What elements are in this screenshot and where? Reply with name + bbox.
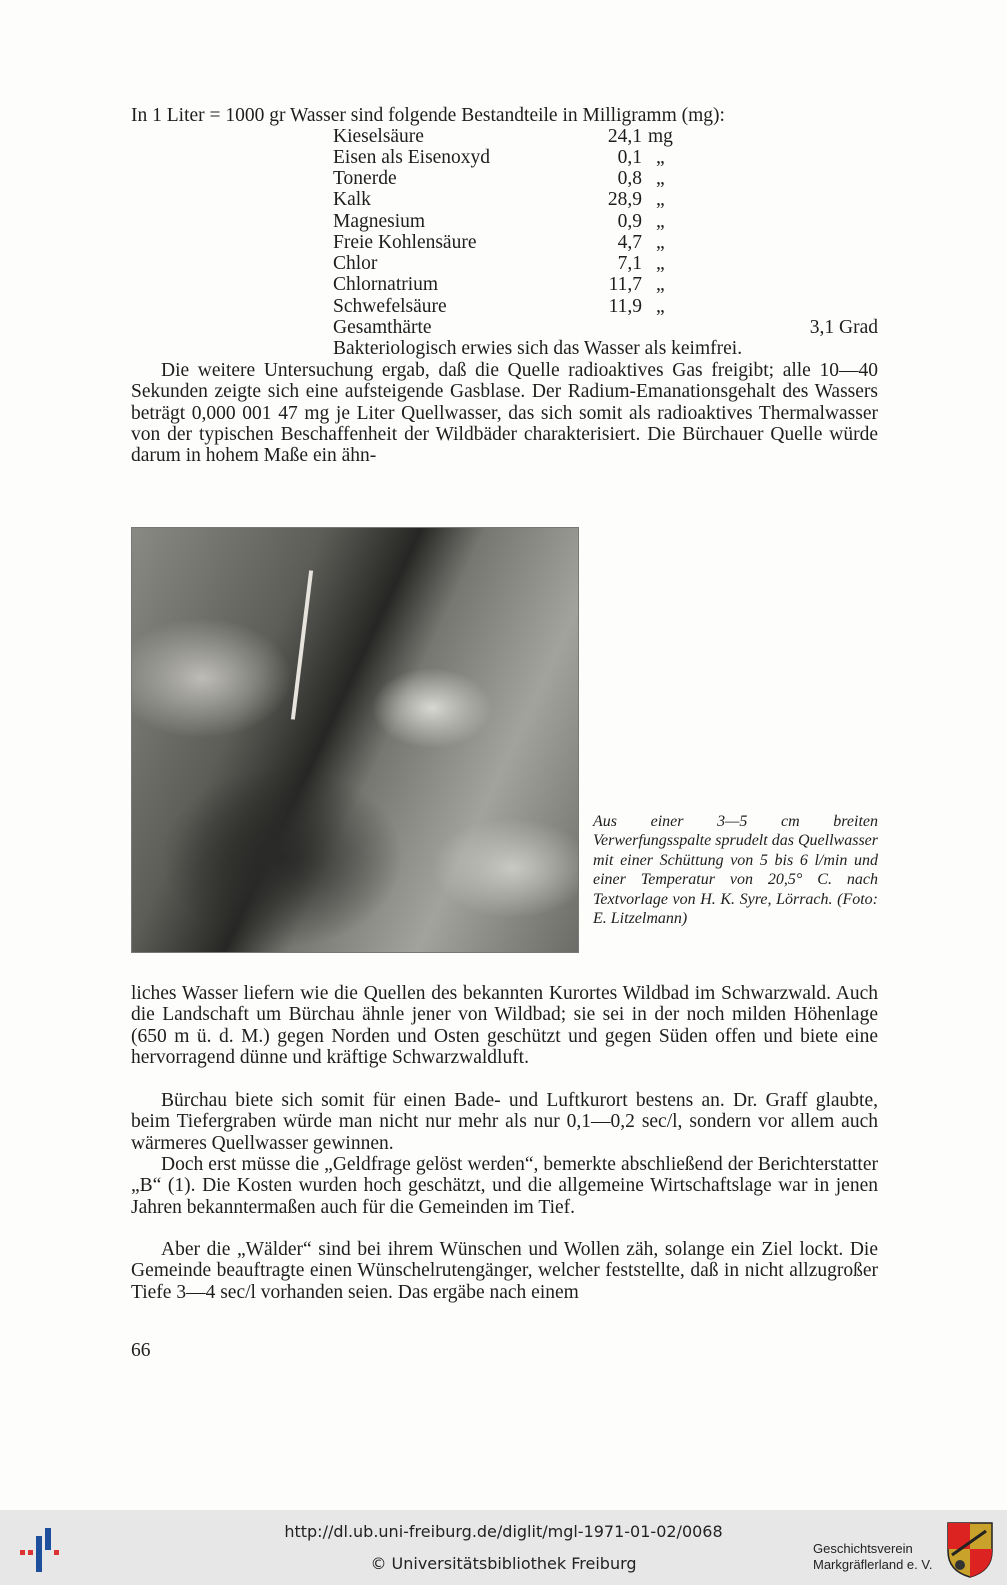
component-name: Magnesium — [333, 211, 426, 232]
component-value: 11,9 — [608, 296, 642, 317]
paragraph-text: Bürchau biete sich somit für einen Bade- und Luftkurort bestens an. Dr. Graff glaubte, beim Tiefergraben würde man nicht nur mehr als nur 0,1—0,2 sec/l, sondern vor allem auch wärmeres Quellwasser gewinnen. — [131, 1090, 878, 1154]
component-name: Schwefelsäure — [333, 296, 447, 317]
component-name: Chlornatrium — [333, 274, 439, 295]
component-unit: „ — [656, 296, 665, 317]
component-name: Kalk — [333, 189, 371, 210]
component-unit: „ — [656, 211, 665, 232]
hardness-value: 3,1 Grad — [809, 317, 878, 338]
component-value: 0,8 — [617, 168, 642, 189]
component-unit: „ — [656, 232, 665, 253]
component-value: 28,9 — [607, 189, 642, 210]
copyright-text: © Universitätsbibliothek Freiburg — [370, 1554, 637, 1573]
paragraph-text: liches Wasser liefern wie die Quellen des bekannten Kurortes Wildbad im Schwarzwald. Auch die Landschaft um Bürchau ähnle jener von Wildbad; sie sei in der noch milden Höhenlage (650 m ü. d. M.) gegen Norden und Osten geschützt und gegen Süden offen und biete eine hervorragend dünne und kräftige Schwarzwaldluft. — [131, 983, 878, 1068]
footer-bar — [0, 1510, 1007, 1585]
intro-line: In 1 Liter = 1000 gr Wasser sind folgende Bestandteile in Milligramm (mg): — [131, 105, 725, 126]
component-unit: „ — [656, 274, 665, 295]
component-name: Freie Kohlensäure — [333, 232, 477, 253]
component-name: Eisen als Eisenoxyd — [333, 147, 491, 168]
component-value: 0,1 — [617, 147, 642, 168]
component-unit: „ — [656, 253, 665, 274]
component-value: 11,7 — [608, 274, 642, 295]
component-unit: „ — [656, 189, 665, 210]
paragraph-text: Die weitere Untersuchung ergab, daß die Quelle radioaktives Gas freigibt; alle 10—40 Sekunden zeigte sich eine aufsteigende Gasblase. Der Radium-Emanationsgehalt des Wassers beträgt 0,000 001 47 mg je Liter Quellwasser, das sich somit als radioaktives Thermalwasser von der typischen Beschaffenheit der Wildbäder charakterisiert. Die Bürchauer Quelle würde darum in hohem Maße ein ähn- — [131, 360, 878, 467]
paragraph-landscape — [131, 983, 878, 1068]
component-unit: „ — [656, 147, 665, 168]
component-unit: „ — [656, 168, 665, 189]
component-value: 4,7 — [617, 232, 642, 253]
component-value: 24,1 — [607, 126, 642, 147]
component-value: 0,9 — [617, 211, 642, 232]
association-line: Geschichtsverein — [813, 1541, 913, 1556]
paragraph-radioactivity — [131, 360, 878, 466]
paragraph-text: Doch erst müsse die „Geldfrage gelöst werden“, bemerkte abschließend der Berichterstatter „B“ (1). Die Kosten wurden hoch geschätzt, und die allgemeine Wirtschaftslage war in jenen Jahren bekanntermaßen auch für die Gemeinden im Tief. — [131, 1154, 878, 1218]
component-value: 7,1 — [617, 253, 642, 274]
photo-caption: Aus einer 3—5 cm breiten Verwerfungsspalte sprudelt das Quellwasser mit einer Schüttung von 5 bis 6 l/min und einer Temperatur von 20,5° C. nach Textvorlage von H. K. Syre, Lörrach. (Foto: E. Litzelmann) — [593, 813, 878, 928]
hardness-name: Gesamthärte — [333, 317, 432, 338]
measuring-stick — [291, 570, 313, 719]
paragraph-dowser — [131, 1239, 878, 1303]
association-line: Markgräflerland e. V. — [813, 1557, 933, 1572]
paragraph-text: Aber die „Wälder“ sind bei ihrem Wünschen und Wollen zäh, solange ein Ziel lockt. Die Gemeinde beauftragte einen Wünschelrutengänger, welcher feststellte, daß in nicht allzugroßer Tiefe 3—4 sec/l vorhanden seien. Das ergäbe nach einem — [131, 1239, 878, 1303]
spring-photo — [131, 527, 579, 953]
component-name: Tonerde — [333, 168, 397, 189]
page-number: 66 — [131, 1340, 151, 1361]
document-url-link[interactable]: http://dl.ub.uni-freiburg.de/diglit/mgl-1971-01-02/0068 — [284, 1522, 723, 1541]
bacteriology-line: Bakteriologisch erwies sich das Wasser als keimfrei. — [333, 338, 743, 359]
component-name: Kieselsäure — [333, 126, 424, 147]
component-unit: mg — [648, 126, 673, 147]
paragraph-spa — [131, 1090, 878, 1154]
association-name — [813, 1541, 932, 1573]
paragraph-funding — [131, 1154, 878, 1218]
component-name: Chlor — [333, 253, 378, 274]
coat-of-arms-icon — [946, 1521, 994, 1579]
